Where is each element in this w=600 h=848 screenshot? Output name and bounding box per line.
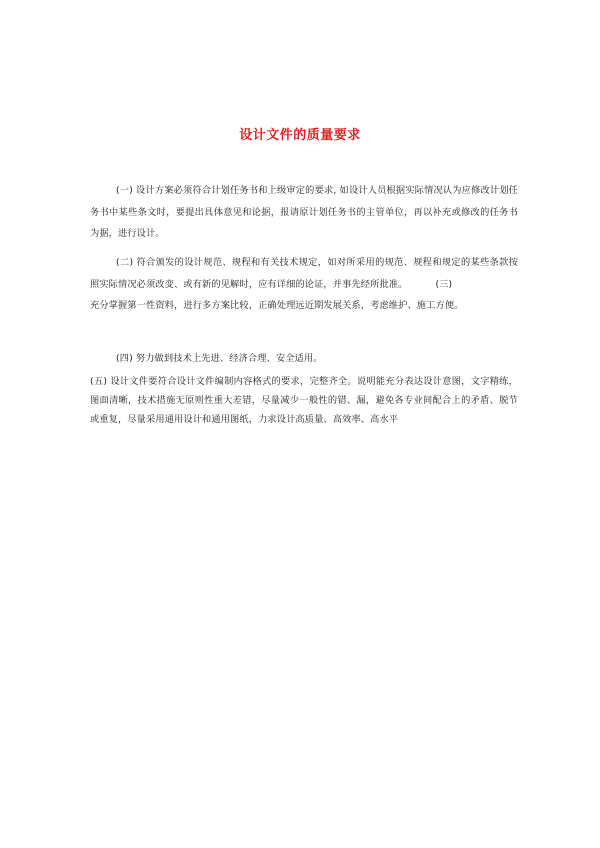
paragraph-4 xyxy=(90,348,518,370)
paragraph-5-text: (五) 设计文件要符合设计文件编制内容格式的要求，完整齐全。说明能充分表达设计意图，文字精练，图面清晰，技术措施无原则性重大差错，尽量减少一般性的错、漏，避免各专业间配合上的矛盾、脱节或重复，尽量采用通用设计和通用图纸，力求设计高质量、高效率、高水平 xyxy=(90,376,518,425)
paragraph-3-marker: (三) xyxy=(435,278,453,290)
paragraph-4-text: (四) 努力做到技术上先进、经济合理、安全适用。 xyxy=(116,353,323,364)
paragraph-1-text: (一) 设计方案必须符合计划任务书和上级审定的要求, 如设计人员根据实际情况认为应修改计划任务书中某些条文时，要提出具体意见和论据，报请原计划任务书的主管单位，再以补充或修改的任务书为据，进行设计。 xyxy=(90,185,518,239)
document-title: 设计文件的质量要求 xyxy=(239,128,361,143)
paragraph-5 xyxy=(90,372,518,429)
paragraph-3-text: 充分掌握第一性资料，进行多方案比较，正确处理远近期发展关系，考虑维护、施工方便。 xyxy=(90,300,464,311)
paragraph-2-text: (二) 符合颁发的设计规范、规程和有关技术规定，如对所采用的规范、规程和规定的某些条款按照实际情况必须改变、或有新的见解时，应有详细的论证，并事先经所批准。 xyxy=(90,257,518,290)
paragraph-1 xyxy=(90,180,518,245)
paragraph-2 xyxy=(90,252,518,317)
